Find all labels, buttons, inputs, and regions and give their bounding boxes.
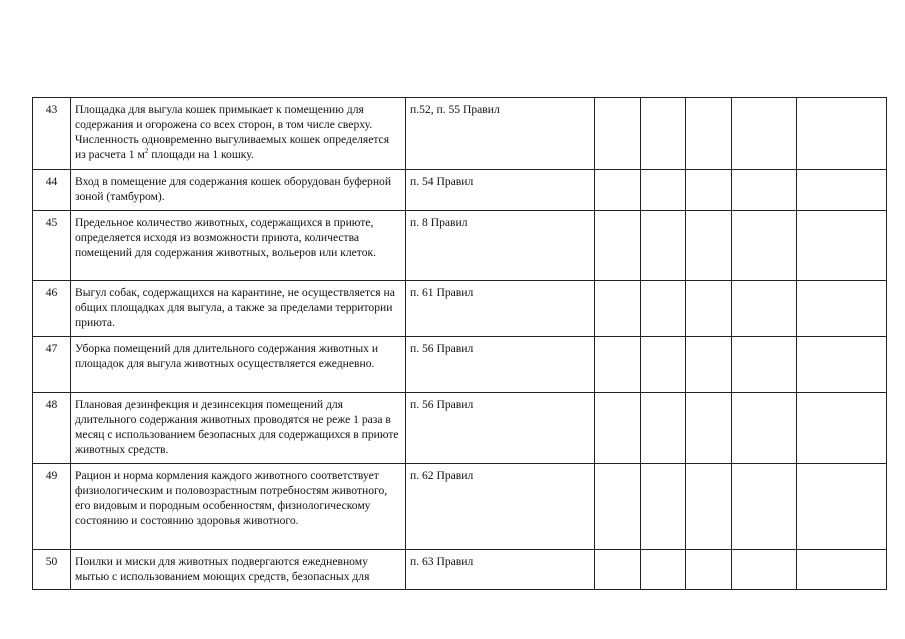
answer-cell-note[interactable] xyxy=(732,550,797,590)
rule-reference: п. 56 Правил xyxy=(406,337,595,393)
table-row xyxy=(33,98,887,170)
answer-cell-comment[interactable] xyxy=(797,337,887,393)
answer-cell-note[interactable] xyxy=(732,211,797,281)
answer-cell-na[interactable] xyxy=(686,337,732,393)
superscript: 2 xyxy=(144,147,149,156)
table-row xyxy=(33,170,887,211)
rule-reference: п. 63 Правил xyxy=(406,550,595,590)
answer-cell-na[interactable] xyxy=(686,170,732,211)
table-row xyxy=(33,464,887,550)
requirement-text: Поилки и миски для животных подвергаются ежедневному мытью с использованием моющих средств, безопасных для xyxy=(71,550,406,590)
requirement-text: Выгул собак, содержащихся на карантине, не осуществляется на общих площадках для выгула, а также за пределами территории приюта. xyxy=(71,281,406,337)
answer-cell-na[interactable] xyxy=(686,550,732,590)
answer-cell-no[interactable] xyxy=(641,464,686,550)
answer-cell-note[interactable] xyxy=(732,464,797,550)
requirement-text: Вход в помещение для содержания кошек оборудован буферной зоной (тамбуром). xyxy=(71,170,406,211)
row-number: 45 xyxy=(33,211,71,281)
rule-reference: п. 56 Правил xyxy=(406,393,595,464)
row-number: 44 xyxy=(33,170,71,211)
answer-cell-na[interactable] xyxy=(686,464,732,550)
answer-cell-na[interactable] xyxy=(686,98,732,170)
answer-cell-note[interactable] xyxy=(732,170,797,211)
rule-reference: п. 62 Правил xyxy=(406,464,595,550)
answer-cell-no[interactable] xyxy=(641,550,686,590)
answer-cell-comment[interactable] xyxy=(797,211,887,281)
table-row xyxy=(33,550,887,590)
requirement-text: Плановая дезинфекция и дезинсекция помещений для длительного содержания животных проводятся не реже 1 раза в месяц с использованием безопасных для содержащихся в приюте животных средств. xyxy=(71,393,406,464)
answer-cell-comment[interactable] xyxy=(797,170,887,211)
rule-reference: п.52, п. 55 Правил xyxy=(406,98,595,170)
requirement-text xyxy=(71,98,406,170)
answer-cell-no[interactable] xyxy=(641,281,686,337)
answer-cell-note[interactable] xyxy=(732,337,797,393)
table-row xyxy=(33,281,887,337)
answer-cell-note[interactable] xyxy=(732,393,797,464)
table-row xyxy=(33,211,887,281)
requirements-table xyxy=(32,97,887,590)
answer-cell-note[interactable] xyxy=(732,98,797,170)
rule-reference: п. 54 Правил xyxy=(406,170,595,211)
answer-cell-yes[interactable] xyxy=(595,281,641,337)
row-number: 50 xyxy=(33,550,71,590)
row-number: 46 xyxy=(33,281,71,337)
row-number: 47 xyxy=(33,337,71,393)
answer-cell-comment[interactable] xyxy=(797,550,887,590)
answer-cell-yes[interactable] xyxy=(595,393,641,464)
row-number: 48 xyxy=(33,393,71,464)
answer-cell-yes[interactable] xyxy=(595,464,641,550)
answer-cell-no[interactable] xyxy=(641,211,686,281)
answer-cell-na[interactable] xyxy=(686,393,732,464)
answer-cell-yes[interactable] xyxy=(595,337,641,393)
answer-cell-yes[interactable] xyxy=(595,98,641,170)
answer-cell-comment[interactable] xyxy=(797,393,887,464)
row-number: 49 xyxy=(33,464,71,550)
answer-cell-yes[interactable] xyxy=(595,550,641,590)
answer-cell-yes[interactable] xyxy=(595,211,641,281)
answer-cell-no[interactable] xyxy=(641,337,686,393)
row-number: 43 xyxy=(33,98,71,170)
table-row xyxy=(33,393,887,464)
requirement-text: Предельное количество животных, содержащихся в приюте, определяется исходя из возможности приюта, количества помещений для содержания животных, вольеров или клеток. xyxy=(71,211,406,281)
rule-reference: п. 61 Правил xyxy=(406,281,595,337)
answer-cell-no[interactable] xyxy=(641,393,686,464)
requirement-text: Уборка помещений для длительного содержания животных и площадок для выгула животных осуществляется ежедневно. xyxy=(71,337,406,393)
requirement-text-part: площади на 1 кошку. xyxy=(148,148,254,161)
answer-cell-comment[interactable] xyxy=(797,98,887,170)
answer-cell-no[interactable] xyxy=(641,170,686,211)
table-row xyxy=(33,337,887,393)
answer-cell-na[interactable] xyxy=(686,281,732,337)
answer-cell-note[interactable] xyxy=(732,281,797,337)
answer-cell-na[interactable] xyxy=(686,211,732,281)
answer-cell-comment[interactable] xyxy=(797,281,887,337)
rule-reference: п. 8 Правил xyxy=(406,211,595,281)
answer-cell-yes[interactable] xyxy=(595,170,641,211)
requirement-text: Рацион и норма кормления каждого животного соответствует физиологическим и половозрастным потребностям животного, его видовым и породным особенностям, физиологическому состоянию и состоянию здоровья животного. xyxy=(71,464,406,550)
answer-cell-comment[interactable] xyxy=(797,464,887,550)
answer-cell-no[interactable] xyxy=(641,98,686,170)
requirement-text-part: Площадка для выгула кошек примыкает к помещению для содержания и огорожена со всех сторон, в том числе сверху. Численность одновременно выгуливаемых кошек определяется из расчета 1 м xyxy=(75,103,390,161)
